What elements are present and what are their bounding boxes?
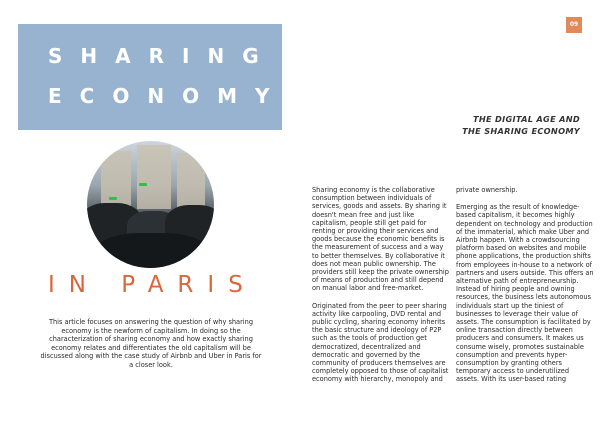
column2-paragraph-2: Emerging as the result of knowledge-based capitalism, it becomes highly dependent on technology and production of the immaterial, which make Uber and Airbnb happen. With a crowdsourcing platform based on websites and mobile phone applications, the production shifts from employees in-house to a network of partners and users outside. This offers an alternative path of entrepreneurship. Instead of hiring people and owning resources, the business lets autonomous individuals start up the tiniest of businesses to leverage their value of assets. The consumption is facilitated by online transaction directly between producers and consumers. It makes us consume wisely, promotes sustainable consumption and prevents hyper-consumption by granting others temporary access to underutilized assets. With its user-based rating [456, 203, 594, 384]
title-line-1: SHARING [48, 44, 277, 68]
section-heading: IN PARIS [48, 272, 257, 298]
article-subtitle [380, 113, 580, 137]
paris-taxis-photo [87, 141, 214, 268]
column1-paragraph-2: Originated from the peer to peer sharing activity like carpooling, DVD rental and public cycling, sharing economy inherits the basic structure and ideology of P2P such as the tools of production get democratized, decentralized and democratic and governed by the community of producers themselves are completely opposed to those of capitalist economy with hierarchy, monopoly and [312, 301, 449, 384]
column1-paragraph-1: Sharing economy is the collaborative consumption between individuals of services, goods and assets. By sharing it doesn't mean free and just like capitalism, people still get paid for renting or providing their services and goods because the economic benefits is the measurement of success and a way to better themselves. By collaborative it does not mean public ownership. The providers still keep the private ownership of means of production and still depend on manual labor and free-market. [312, 186, 449, 293]
title-line-2: ECONOMY [48, 84, 288, 108]
column2-paragraph-1: private ownership. [456, 186, 518, 194]
text-column-2 [456, 186, 594, 393]
text-column-1 [312, 186, 450, 393]
subtitle-line-2: THE SHARING ECONOMY [462, 126, 580, 136]
title-box [18, 24, 288, 130]
subtitle-line-1: THE DIGITAL AGE AND [472, 114, 580, 124]
page-number: 09 [566, 17, 582, 33]
intro-paragraph: This article focuses on answering the question of why sharing economy is the newform of capitalism. In doing so the characterization of sharing economy and how exactly sharing economy relates and differentiates the old capitalism will be discussed along with the case study of Airbnb and Uber in Paris for a closer look. [40, 318, 262, 369]
